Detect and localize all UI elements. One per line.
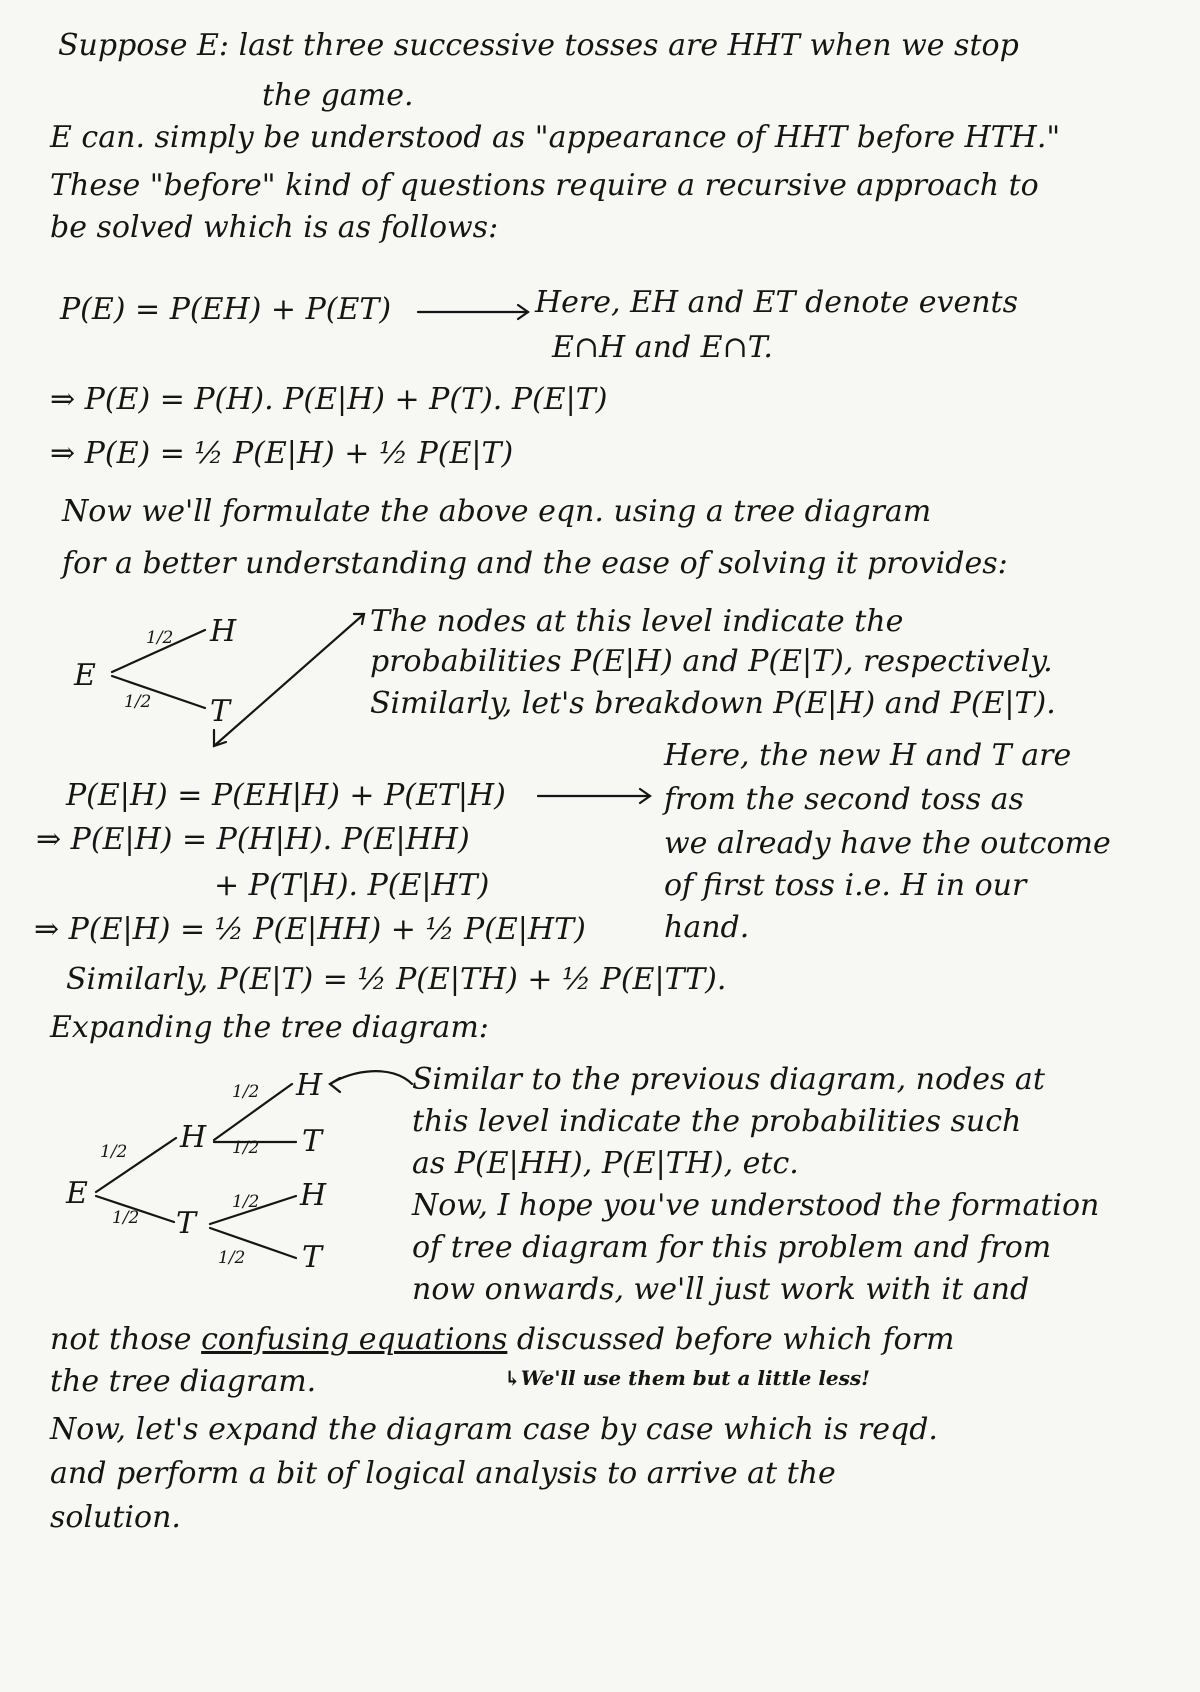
closing-line-3: Now, let's expand the diagram case by case which is reqd. [50, 1412, 938, 1447]
tree2-prob-ht: 1/2 [232, 1138, 260, 1158]
tree1-note-2: probabilities P(E|H) and P(E|T), respectively. [370, 644, 1053, 679]
tree1-node-t: T [210, 694, 231, 729]
equation-4-line-4: ⇒ P(E|H) = ½ P(E|HH) + ½ P(E|HT) [34, 912, 586, 947]
equation-4-note-3: we already have the outcome [664, 826, 1111, 861]
tree2-node-t: T [176, 1206, 197, 1241]
tree2-prob-tt: 1/2 [218, 1248, 246, 1268]
tree2-note-6: now onwards, we'll just work with it and [412, 1272, 1030, 1307]
tree2-branch-hh [214, 1084, 292, 1140]
equation-4-line-1: P(E|H) = P(EH|H) + P(ET|H) [66, 778, 506, 813]
tree1-note-1: The nodes at this level indicate the [370, 604, 904, 639]
tree2-note-1: Similar to the previous diagram, nodes at [412, 1062, 1045, 1097]
equation-1-note-2: E∩H and E∩T. [552, 330, 773, 365]
tree2-note-4: Now, I hope you've understood the formation [412, 1188, 1100, 1223]
equation-4-line-2: ⇒ P(E|H) = P(H|H). P(E|HH) [36, 822, 470, 857]
tree2-branch-tt [210, 1228, 296, 1258]
tree2-prob-t: 1/2 [112, 1208, 140, 1228]
equation-1: P(E) = P(EH) + P(ET) [60, 292, 392, 327]
tree2-note-2: this level indicate the probabilities such [412, 1104, 1022, 1139]
tree2-branch-h [96, 1138, 176, 1192]
tree-intro-line-1: Now we'll formulate the above eqn. using a tree diagram [62, 494, 932, 529]
tree2-branch-t [96, 1196, 174, 1222]
closing-line-4: and perform a bit of logical analysis to arrive at the [50, 1456, 836, 1491]
closing-line-1c: discussed before which form [507, 1322, 955, 1357]
equation-1-note-1: Here, EH and ET denote events [535, 285, 1018, 320]
tree2-node-hh: H [296, 1068, 323, 1103]
tree1-prob-t: 1/2 [124, 692, 152, 712]
closing-aside: ↳We'll use them but a little less! [504, 1366, 870, 1390]
tree2-prob-th: 1/2 [232, 1192, 260, 1212]
equation-4-line-5: Similarly, P(E|T) = ½ P(E|TH) + ½ P(E|TT). [66, 962, 727, 997]
intro-line-5: be solved which is as follows: [50, 210, 499, 245]
closing-line-5: solution. [50, 1500, 181, 1535]
tree-intro-line-2: for a better understanding and the ease of solving it provides: [62, 546, 1008, 581]
tree1-branch-t [112, 676, 205, 708]
tree1-branch-h [112, 630, 205, 672]
closing-underlined-phrase: confusing equations [201, 1322, 508, 1357]
tree2-prob-h: 1/2 [100, 1142, 128, 1162]
closing-line-1a: not those [50, 1322, 202, 1357]
tree2-note-3: as P(E|HH), P(E|TH), etc. [412, 1146, 799, 1181]
tree2-node-ht: T [302, 1124, 323, 1159]
closing-line-2: the tree diagram. [50, 1364, 317, 1399]
tree2-node-tt: T [302, 1240, 323, 1275]
equation-4-note-2: from the second toss as [664, 782, 1024, 817]
equation-4-note-5: hand. [664, 910, 750, 945]
tree1-node-h: H [210, 614, 237, 649]
tree2-root-e: E [66, 1176, 88, 1211]
intro-line-3: E can. simply be understood as "appearance of HHT before HTH." [50, 120, 1061, 155]
equation-4-line-3: + P(T|H). P(E|HT) [214, 868, 490, 903]
intro-line-4: These "before" kind of questions require a recursive approach to [50, 168, 1039, 203]
equation-3: ⇒ P(E) = ½ P(E|H) + ½ P(E|T) [50, 436, 514, 471]
tree2-branch-th [210, 1196, 296, 1224]
tree2-prob-hh: 1/2 [232, 1082, 260, 1102]
tree1-pointer-arrow [214, 614, 364, 746]
expanding-heading: Expanding the tree diagram: [50, 1010, 489, 1045]
tree1-root-e: E [74, 658, 96, 693]
tree1-note-3: Similarly, let's breakdown P(E|H) and P(E|T). [370, 686, 1056, 721]
tree2-pointer-arrow [330, 1071, 412, 1084]
equation-2: ⇒ P(E) = P(H). P(E|H) + P(T). P(E|T) [50, 382, 608, 417]
equation-4-note-1: Here, the new H and T are [664, 738, 1072, 773]
tree2-node-h: H [180, 1120, 207, 1155]
intro-line-1: Suppose E: last three successive tosses are HHT when we stop [58, 28, 1019, 63]
intro-line-2: the game. [262, 78, 414, 113]
tree1-prob-h: 1/2 [146, 628, 174, 648]
tree2-note-5: of tree diagram for this problem and from [412, 1230, 1052, 1265]
equation-4-note-4: of first toss i.e. H in our [664, 868, 1027, 903]
tree2-node-th: H [300, 1178, 327, 1213]
